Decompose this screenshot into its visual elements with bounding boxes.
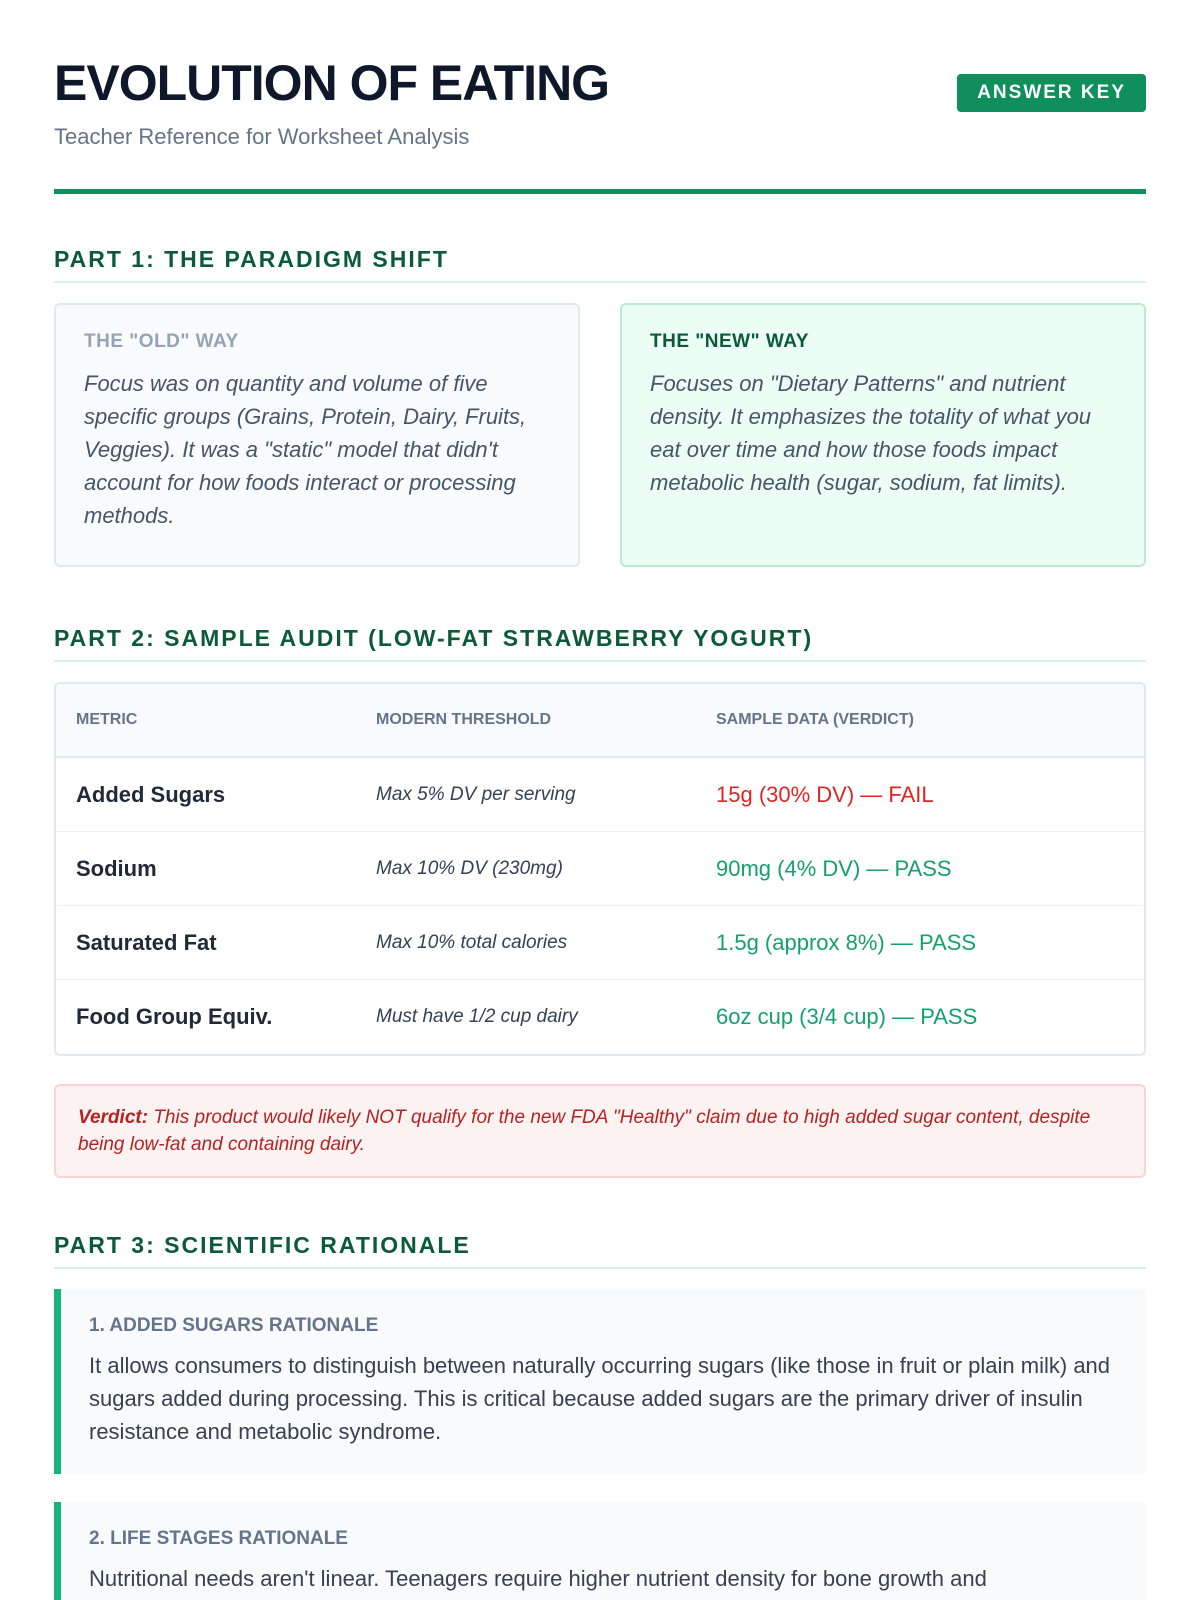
threshold-cell: Must have 1/2 cup dairy	[376, 1006, 578, 1027]
new-way-text: Focuses on "Dietary Patterns" and nutrient density. It emphasizes the totality of what you eat over time and how those foods impact metabolic health (sugar, sodium, fat limits).	[650, 371, 1092, 495]
rationale-title: 2. LIFE STAGES RATIONALE	[89, 1528, 348, 1549]
table-row	[56, 832, 1144, 906]
page-header	[54, 0, 1146, 194]
verdict-cell: 90mg (4% DV) — PASS	[716, 855, 952, 881]
old-way-label: THE "OLD" WAY	[84, 331, 239, 352]
page-title: EVOLUTION OF EATING	[54, 55, 610, 111]
verdict-cell: 15g (30% DV) — FAIL	[716, 781, 934, 807]
rationale-block	[54, 1289, 1146, 1474]
rationale-block	[54, 1502, 1146, 1600]
paradigm-cards	[54, 303, 1146, 567]
metric-cell: Sodium	[76, 855, 157, 881]
verdict-cell: 1.5g (approx 8%) — PASS	[716, 929, 977, 955]
metric-cell: Food Group Equiv.	[76, 1004, 273, 1029]
rationale-text: It allows consumers to distinguish between naturally occurring sugars (like those in fruit or plain milk) and sugars added during processing. This is critical because added sugars are the primary driver of insulin resistance and metabolic syndrome.	[89, 1353, 1111, 1444]
metric-cell: Added Sugars	[76, 781, 226, 807]
audit-table	[54, 682, 1146, 1056]
table-row	[56, 980, 1144, 1054]
column-header-verdict: SAMPLE DATA (VERDICT)	[716, 711, 914, 728]
verdict-cell: 6oz cup (3/4 cup) — PASS	[716, 1004, 978, 1029]
part1-title: PART 1: THE PARADIGM SHIFT	[54, 246, 1146, 283]
verdict-text: This product would likely NOT qualify for the new FDA "Healthy" claim due to high added sugar content, despite being low-fat and containing dairy.	[78, 1107, 1091, 1155]
page-subtitle: Teacher Reference for Worksheet Analysis	[54, 124, 470, 149]
part2-title: PART 2: SAMPLE AUDIT (LOW-FAT STRAWBERRY YOGURT)	[54, 625, 1146, 662]
new-way-card	[620, 303, 1146, 567]
threshold-cell: Max 10% total calories	[376, 931, 568, 953]
table-row	[56, 906, 1144, 980]
table-row	[56, 758, 1144, 832]
rationale-title: 1. ADDED SUGARS RATIONALE	[89, 1315, 379, 1336]
column-header-metric: METRIC	[76, 711, 138, 728]
verdict-callout	[54, 1084, 1146, 1178]
old-way-card	[54, 303, 580, 567]
column-header-threshold: MODERN THRESHOLD	[376, 711, 552, 728]
new-way-label: THE "NEW" WAY	[650, 331, 809, 352]
verdict-label: Verdict:	[78, 1107, 149, 1128]
part3-title: PART 3: SCIENTIFIC RATIONALE	[54, 1232, 1146, 1269]
table-header	[56, 684, 1144, 758]
threshold-cell: Max 5% DV per serving	[376, 783, 576, 805]
old-way-text: Focus was on quantity and volume of five specific groups (Grains, Protein, Dairy, Fruits, Veggies). It was a "static" model that didn't account for how foods interact or processing methods.	[84, 371, 527, 528]
threshold-cell: Max 10% DV (230mg)	[376, 857, 563, 879]
metric-cell: Saturated Fat	[76, 929, 217, 955]
answer-key-badge: ANSWER KEY	[957, 74, 1146, 112]
rationale-text: Nutritional needs aren't linear. Teenagers require higher nutrient density for bone growth and	[89, 1566, 987, 1591]
